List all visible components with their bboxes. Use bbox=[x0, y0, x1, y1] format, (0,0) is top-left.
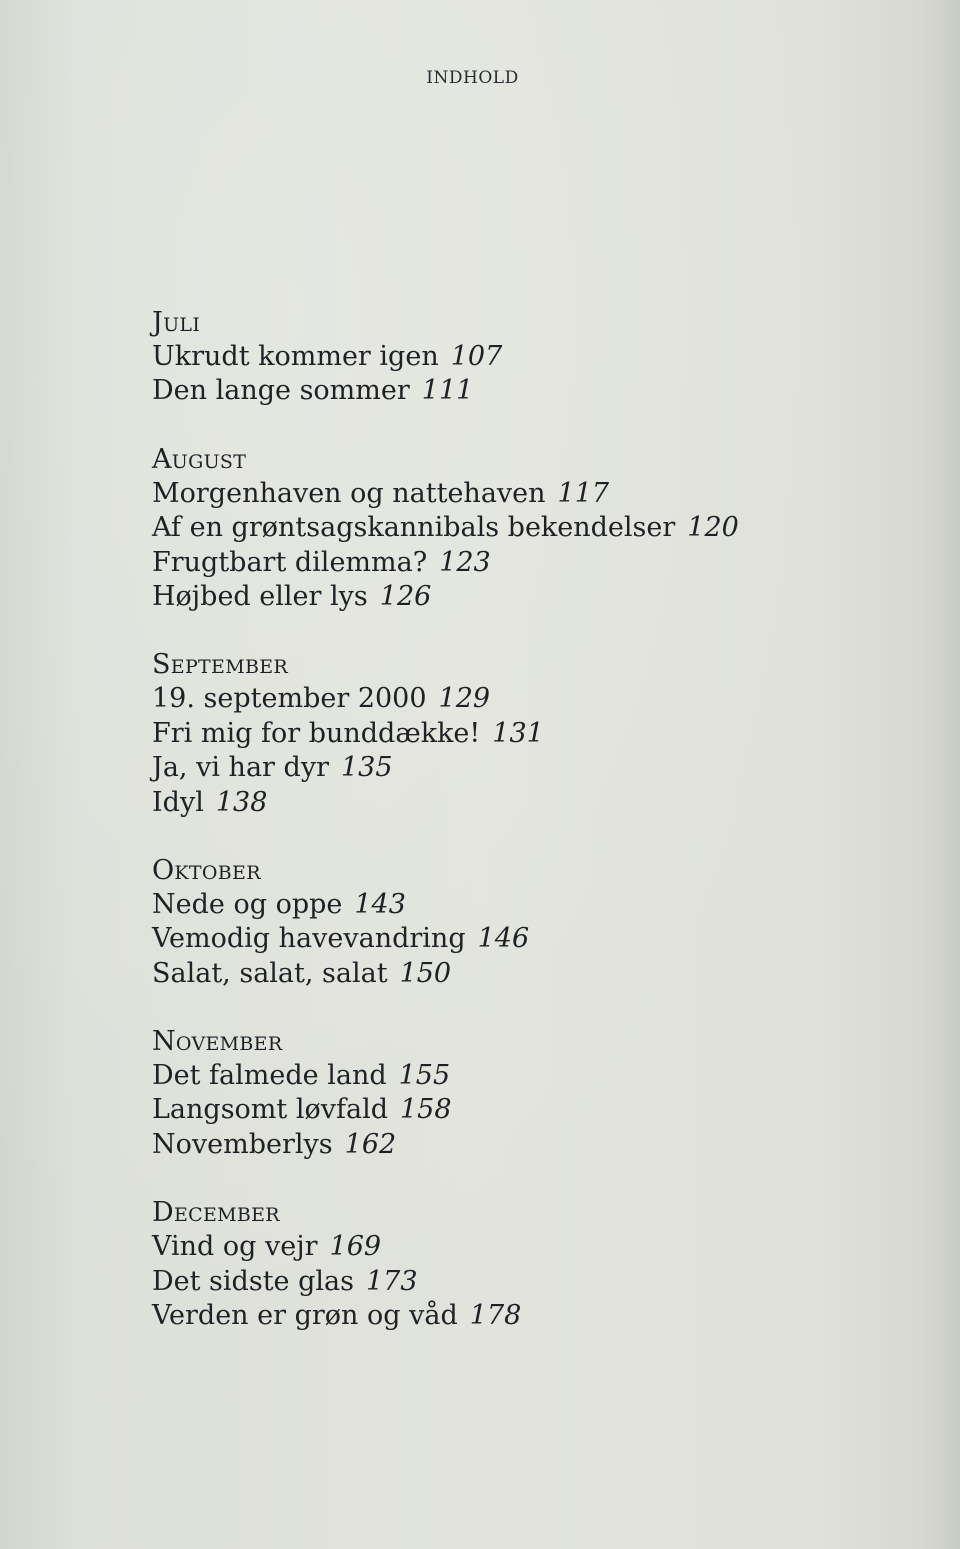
toc-section-juli bbox=[152, 306, 852, 409]
section-heading: September bbox=[152, 649, 288, 681]
entry-page-number: 150 bbox=[399, 957, 452, 989]
section-heading: December bbox=[152, 1197, 280, 1229]
entry-title: Novemberlys bbox=[152, 1128, 333, 1160]
entry-title: Vind og vejr bbox=[152, 1231, 318, 1263]
toc-entry bbox=[152, 786, 852, 820]
table-of-contents bbox=[152, 306, 852, 1367]
entry-page-number: 155 bbox=[398, 1060, 451, 1092]
entry-page-number: 169 bbox=[329, 1231, 382, 1263]
entry-page-number: 120 bbox=[687, 512, 739, 544]
toc-entry bbox=[152, 546, 852, 580]
entry-title: Det falmede land bbox=[152, 1060, 387, 1092]
toc-entry bbox=[152, 1230, 852, 1264]
entry-page-number: 117 bbox=[557, 477, 610, 509]
toc-entry bbox=[152, 1093, 852, 1127]
entry-title: Den lange sommer bbox=[152, 375, 410, 407]
toc-entry bbox=[152, 511, 852, 545]
toc-entry bbox=[152, 340, 852, 374]
section-heading: November bbox=[152, 1026, 283, 1058]
entry-title: Nede og oppe bbox=[152, 888, 343, 920]
entry-title: Verden er grøn og våd bbox=[152, 1300, 458, 1332]
entry-title: Af en grøntsagskannibals bekendelser bbox=[152, 512, 676, 544]
entry-title: Idyl bbox=[152, 786, 204, 818]
entry-page-number: 107 bbox=[450, 341, 503, 372]
entry-title: Vemodig havevandring bbox=[152, 923, 466, 955]
entry-title: Højbed eller lys bbox=[152, 580, 368, 612]
toc-entry bbox=[152, 682, 852, 716]
toc-section-september bbox=[152, 648, 852, 820]
entry-title: Ja, vi har dyr bbox=[152, 752, 329, 784]
entry-title: Fri mig for bunddække! bbox=[152, 717, 481, 749]
entry-title: 19. september 2000 bbox=[152, 683, 427, 715]
toc-entry bbox=[152, 1128, 852, 1162]
toc-entry bbox=[152, 477, 852, 511]
entry-title: Morgenhaven og nattehaven bbox=[152, 477, 546, 509]
entry-title: Ukrudt kommer igen bbox=[152, 341, 439, 372]
entry-page-number: 138 bbox=[215, 786, 268, 818]
entry-page-number: 123 bbox=[439, 546, 491, 578]
toc-entry bbox=[152, 922, 852, 956]
toc-entry bbox=[152, 374, 852, 408]
toc-entry bbox=[152, 1059, 852, 1093]
entry-title: Det sidste glas bbox=[152, 1265, 354, 1297]
entry-title: Salat, salat, salat bbox=[152, 957, 388, 989]
entry-page-number: 129 bbox=[438, 683, 491, 715]
entry-page-number: 162 bbox=[344, 1128, 397, 1160]
running-head: INDHOLD bbox=[426, 68, 519, 88]
toc-entry bbox=[152, 1299, 852, 1333]
toc-entry bbox=[152, 888, 852, 922]
section-heading: Juli bbox=[152, 307, 201, 338]
toc-section-oktober bbox=[152, 854, 852, 991]
section-heading: Oktober bbox=[152, 854, 261, 886]
entry-page-number: 178 bbox=[469, 1300, 522, 1332]
entry-page-number: 173 bbox=[365, 1265, 418, 1297]
toc-entry bbox=[152, 1265, 852, 1299]
entry-page-number: 126 bbox=[379, 580, 432, 612]
toc-section-august bbox=[152, 443, 852, 615]
entry-page-number: 158 bbox=[400, 1094, 452, 1126]
entry-page-number: 135 bbox=[340, 752, 393, 784]
toc-section-november bbox=[152, 1025, 852, 1162]
toc-entry bbox=[152, 957, 852, 991]
toc-entry bbox=[152, 751, 852, 785]
entry-page-number: 131 bbox=[492, 717, 544, 749]
toc-section-december bbox=[152, 1196, 852, 1333]
section-heading: August bbox=[152, 443, 247, 475]
entry-page-number: 143 bbox=[354, 888, 406, 920]
entry-page-number: 111 bbox=[421, 375, 474, 407]
toc-entry bbox=[152, 717, 852, 751]
entry-title: Frugtbart dilemma? bbox=[152, 546, 428, 578]
toc-entry bbox=[152, 580, 852, 614]
entry-title: Langsomt løvfald bbox=[152, 1094, 388, 1126]
entry-page-number: 146 bbox=[477, 923, 530, 955]
